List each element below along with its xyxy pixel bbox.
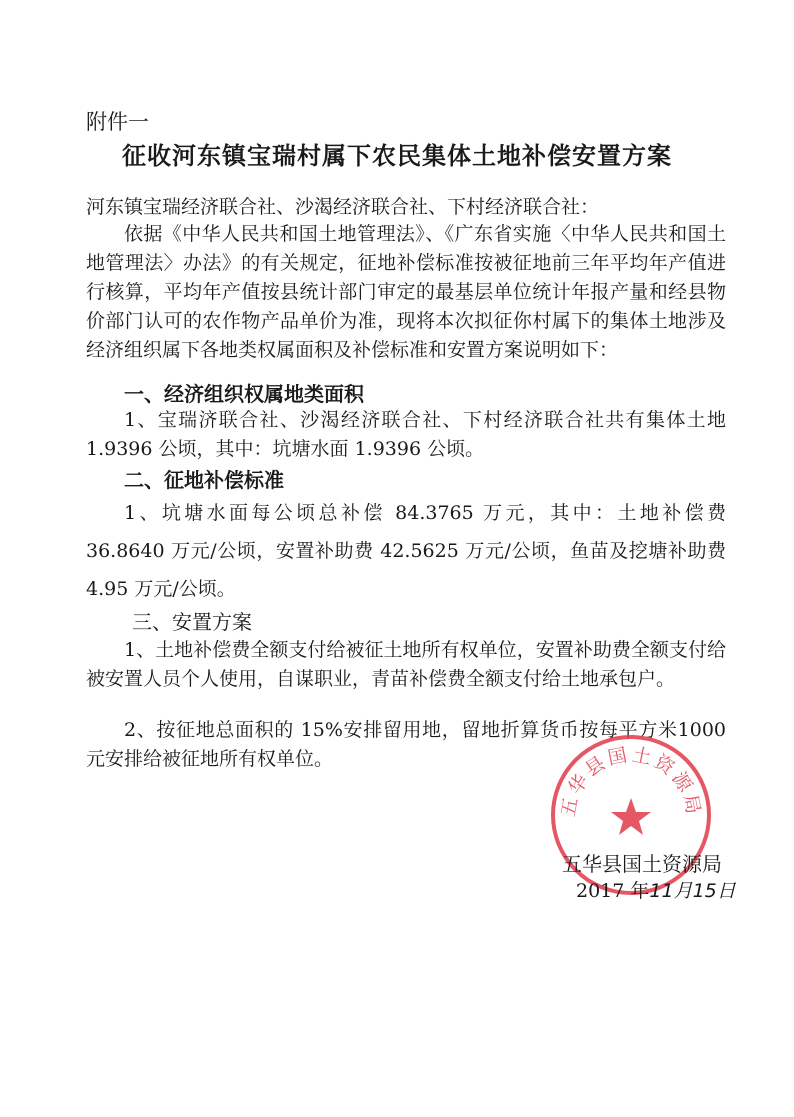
section1-heading: 一、经济组织权属地类面积 <box>124 382 364 406</box>
signature-date-handwritten: 11月15日 <box>649 880 736 902</box>
section3-item2: 2、按征地总面积的 15%安排留用地，留地折算货币按每平方米1000 元安排给被征地所有权单位。 <box>86 719 726 770</box>
signature-date-year: 2017 年 <box>576 880 650 902</box>
attachment-label: 附件一 <box>86 110 149 134</box>
seal-text: 五华县国土资源局 <box>557 743 705 819</box>
section3-heading: 三、安置方案 <box>132 610 252 634</box>
intro-paragraph: 依据《中华人民共和国土地管理法》、《广东省实施〈中华人民共和国土地管理法〉办法》的有关规定，征地补偿标准按被征地前三年平均年产值进行核算，平均年产值按县统计部门审定的最基层单位统计年报产量和经县物价部门认可的农作物产品单价为准，现将本次拟征你村属下的集体土地涉及经济组织属下各地类权属面积及补偿标准和安置方案说明如下： <box>86 223 726 361</box>
signature-date <box>576 876 736 903</box>
addressee: 河东镇宝瑞经济联合社、沙渴经济联合社、下村经济联合社： <box>86 196 600 218</box>
section2-text: 1、坑塘水面每公顷总补偿 84.3765 万元，其中：土地补偿费 36.8640 万元/公顷，安置补助费 42.5625 万元/公顷，鱼苗及挖塘补助费 4.95 万元/公顷。 <box>86 502 726 600</box>
document-title: 征收河东镇宝瑞村属下农民集体土地补偿安置方案 <box>122 141 672 170</box>
section1-text: 1、宝瑞济联合社、沙渴经济联合社、下村经济联合社共有集体土地 1.9396 公顷，其中：坑塘水面 1.9396 公顷。 <box>86 409 726 460</box>
section3-item1: 1、土地补偿费全额支付给被征土地所有权单位，安置补助费全额支付给被安置人员个人使用，自谋职业，青苗补偿费全额支付给土地承包户。 <box>86 639 726 690</box>
section2-heading: 二、征地补偿标准 <box>124 468 284 492</box>
signature-organization: 五华县国土资源局 <box>562 852 722 876</box>
